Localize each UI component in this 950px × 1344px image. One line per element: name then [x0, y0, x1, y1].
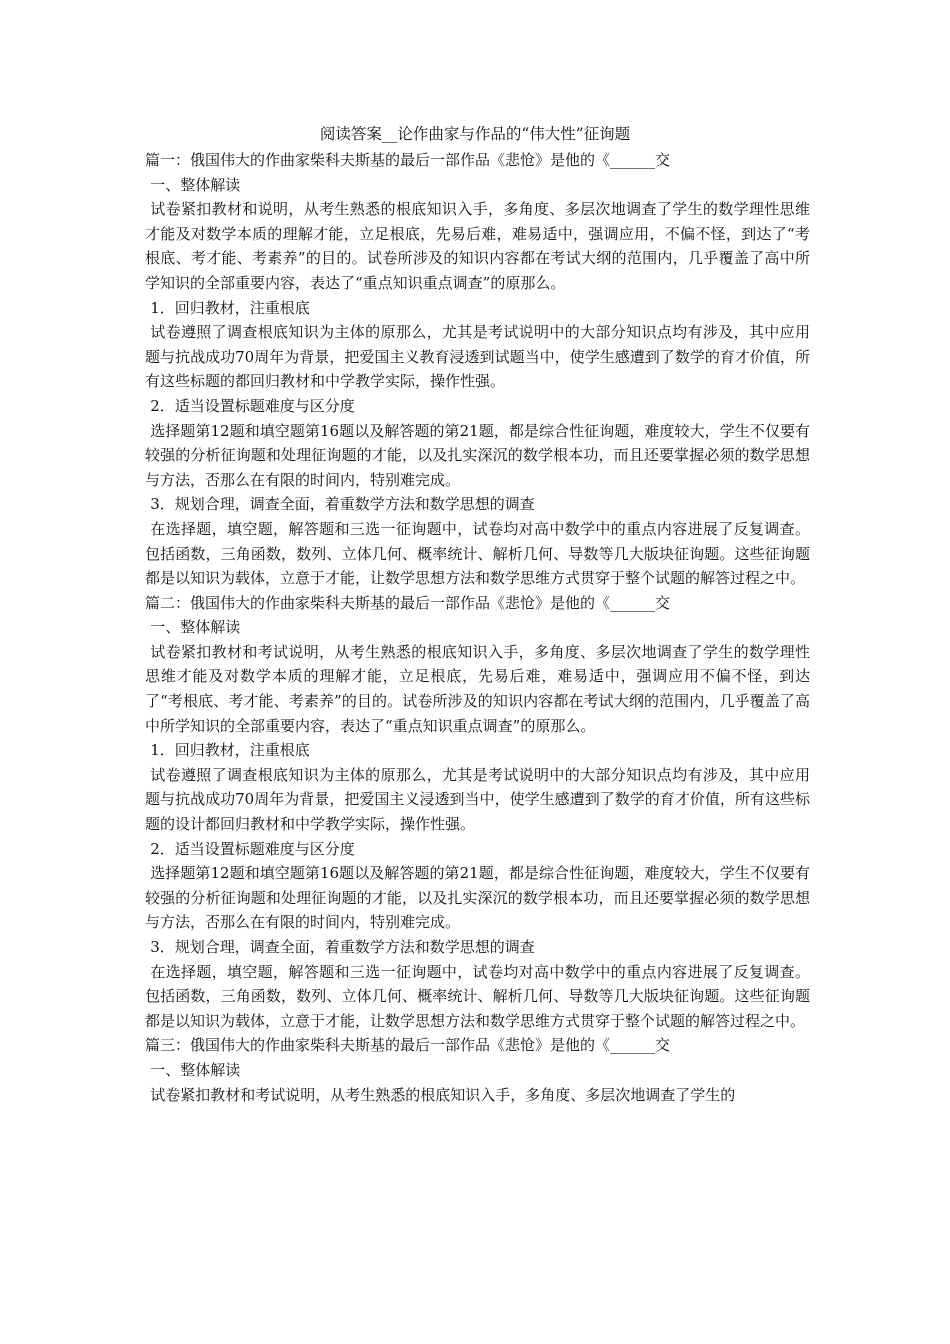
intro-paragraph: 试卷紧扣教材和考试说明，从考生熟悉的根底知识入手，多角度、多层次地调查了学生的	[150, 1085, 736, 1104]
point-2-title: 2．适当设置标题难度与区分度	[150, 396, 355, 415]
intro-paragraph: 试卷紧扣教材和考试说明，从考生熟悉的根底知识入手，多角度、多层次地调查了学生的数学理性思维才能及对数学本质的理解才能，立足根底，先易后难，难易适中，强调应用不偏不怪，到达了“考根底、考才能、考素养”的目的。试卷所涉及的知识内容都在考试大纲的范围内，几乎覆盖了高中所学知识的全部重要内容，表达了“重点知识重点调查”的原那么。	[145, 642, 810, 735]
intro-paragraph: 试卷紧扣教材和说明，从考生熟悉的根底知识入手，多角度、多层次地调查了学生的数学理性思维才能及对数学本质的理解才能，立足根底，先易后难，难易适中，强调应用，不偏不怪，到达了“考根底、考才能、考素养”的目的。试卷所涉及的知识内容都在考试大纲的范围内，几乎覆盖了高中所学知识的全部重要内容，表达了“重点知识重点调查”的原那么。	[145, 200, 810, 292]
section-heading: 篇二：俄国伟大的作曲家柴科夫斯基的最后一部作品《悲怆》是他的《______交	[145, 593, 671, 612]
part-title: 一、整体解读	[150, 175, 241, 194]
section-heading: 篇三：俄国伟大的作曲家柴科夫斯基的最后一部作品《悲怆》是他的《______交	[145, 1036, 671, 1055]
point-1-text: 试卷遵照了调查根底知识为主体的原那么，尤其是考试说明中的大部分知识点均有涉及，其中应用题与抗战成功70周年为背景，把爱国主义浸透到当中，使学生感遭到了数学的育才价值，所有这些标题的设计都回归教材和中学教学实际，操作性强。	[145, 765, 810, 834]
point-3-title: 3．规划合理，调查全面，着重数学方法和数学思想的调查	[150, 495, 535, 514]
part-title: 一、整体解读	[150, 618, 241, 637]
section-heading: 篇一：俄国伟大的作曲家柴科夫斯基的最后一部作品《悲怆》是他的《______交	[145, 151, 671, 169]
part-title: 一、整体解读	[150, 1060, 241, 1079]
point-2-text: 选择题第12题和填空题第16题以及解答题的第21题，都是综合性征询题，难度较大，学生不仅要有较强的分析征询题和处理征询题的才能，以及扎实深沉的数学根本功，而且还要掌握必须的数学思想与方法，否那么在有限的时间内，特别难完成。	[145, 864, 810, 932]
point-3-title: 3．规划合理，调查全面，着重数学方法和数学思想的调查	[150, 938, 535, 956]
document-title: 阅读答案__论作曲家与作品的“伟大性”征询题	[319, 125, 631, 143]
point-2-title: 2．适当设置标题难度与区分度	[150, 839, 355, 858]
point-1-title: 1．回归教材，注重根底	[150, 741, 310, 760]
point-1-title: 1．回归教材，注重根底	[150, 298, 310, 317]
point-3-text: 在选择题，填空题，解答题和三选一征询题中，试卷均对高中数学中的重点内容进展了反复调查。包括函数，三角函数，数列、立体几何、概率统计、解析几何、导数等几大版块征询题。这些征询题都是以知识为载体，立意于才能，让数学思想方法和数学思维方式贯穿于整个试题的解答过程之中。	[145, 962, 810, 1030]
point-1-text: 试卷遵照了调查根底知识为主体的原那么，尤其是考试说明中的大部分知识点均有涉及，其中应用题与抗战成功70周年为背景，把爱国主义教育浸透到试题当中，使学生感遭到了数学的育才价值，所有这些标题的都回归教材和中学教学实际，操作性强。	[145, 323, 810, 391]
document-body	[145, 148, 810, 1107]
point-2-text: 选择题第12题和填空题第16题以及解答题的第21题，都是综合性征询题，难度较大，学生不仅要有较强的分析征询题和处理征询题的才能，以及扎实深沉的数学根本功，而且还要掌握必须的数学思想与方法，否那么在有限的时间内，特别难完成。	[145, 421, 810, 489]
point-3-text: 在选择题，填空题，解答题和三选一征询题中，试卷均对高中数学中的重点内容进展了反复调查。包括函数，三角函数，数列、立体几何、概率统计、解析几何、导数等几大版块征询题。这些征询题都是以知识为载体，立意于才能，让数学思想方法和数学思维方式贯穿于整个试题的解答过程之中。	[145, 519, 810, 588]
